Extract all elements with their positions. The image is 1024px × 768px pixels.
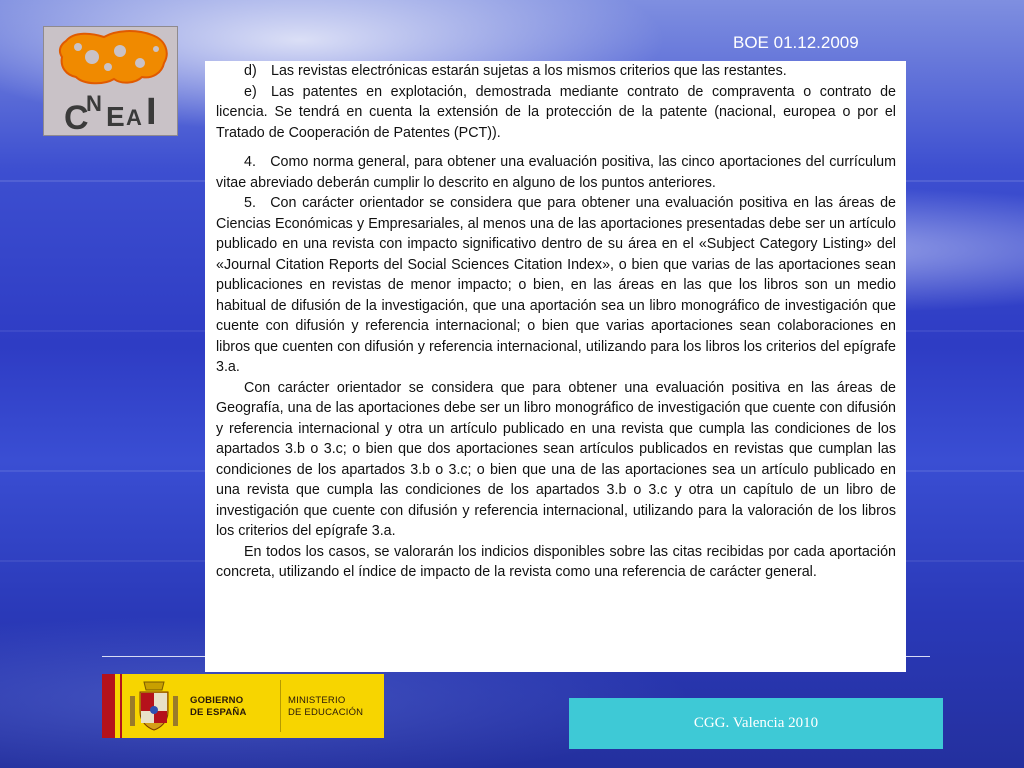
ministerio-line-2: DE EDUCACIÓN [288, 707, 364, 718]
logo-letter-c: C [64, 99, 89, 137]
logo-letter-n: N [86, 91, 102, 116]
logo-letter-a: A [126, 105, 142, 130]
gobierno-line-1: GOBIERNO [190, 695, 244, 706]
logo-letters [62, 87, 172, 137]
ministerio-line-1: MINISTERIO [288, 695, 346, 706]
logo-letter-e: E [106, 101, 125, 132]
divider-line [906, 656, 930, 657]
divider-line [102, 656, 205, 657]
paragraph-d: d) Las revistas electrónicas estarán sujetas a los mismos criterios que las restantes. [244, 63, 787, 79]
document-excerpt [205, 61, 906, 672]
event-label: CGG. Valencia 2010 [693, 715, 819, 731]
government-logo [102, 674, 384, 738]
boe-date: BOE 01.12.2009 [733, 33, 859, 52]
paragraph-e: e) Las patentes en explotación, demostrada mediante contrato de compraventa o contrato de licencia. Se tendrá en cuenta la extensión de la protección de la patente (nacional, europea o por el Tratado de Cooperación de Patentes (PCT)). [216, 83, 896, 141]
paragraph-5: 5. Con carácter orientador se considera que para obtener una evaluación positiva en las áreas de Ciencias Económicas y Empresariales, al menos una de las aportaciones presentadas debe ser un artículo publicado en una revista con impacto significativo dentro de su área en el «Subject Category Listing» del «Journal Citation Reports del Social Sciences Citation Index», o bien que varias de las aportaciones sean publicaciones en revistas de menor impacto; o bien, en las áreas en las que los libros son un medio habitual de difusión de la investigación, que una aportación sea un libro monográfico de investigación que cuente con difusión y referencia internacional; o bien que varias aportaciones sean colaboraciones en libros que cuenten con difusión y referencia internacional, utilizando para los libros los criterios del epígrafe 3.a. [216, 195, 896, 375]
flag-stripe [102, 674, 115, 738]
paragraph-geografia: Con carácter orientador se considera que para obtener una evaluación positiva en las áreas de Geografía, una de las aportaciones debe ser un libro monográfico de investigación que cuente con difusión y referencia internacional y otra un artículo publicado en una revista que cumpla las condiciones de los apartados 3.b o 3.c; o bien que dos aportaciones sean artículos publicados en revistas que cumplan las condiciones de los apartados 3.b o 3.c; o bien que una de las aportaciones sea un artículo publicado en una revista que cumpla las condiciones de los apartados 3.b o 3.c y otra un capítulo de un libro de investigación que cuente con difusión y referencia internacional, utilizando para la valoración de los libros los criterios del epígrafe 3.a. [216, 379, 896, 539]
coat-of-arms-icon [126, 678, 182, 734]
gobierno-line-2: DE ESPAÑA [190, 707, 247, 718]
event-label-box [569, 698, 943, 749]
logo-divider [280, 680, 281, 732]
flag-stripe [120, 674, 122, 738]
paragraph-4: 4. Como norma general, para obtener una evaluación positiva, las cinco aportaciones del currículum vitae abreviado deberán cumplir lo descrito en alguno de los puntos anteriores. [216, 154, 896, 191]
logo-letter-i: I [146, 91, 157, 133]
cneai-logo [43, 26, 178, 136]
paragraph-todos-los-casos: En todos los casos, se valorarán los indicios disponibles sobre las citas recibidas por cada aportación concreta, utilizando el índice de impacto de la revista como una referencia de carácter general. [216, 543, 896, 580]
